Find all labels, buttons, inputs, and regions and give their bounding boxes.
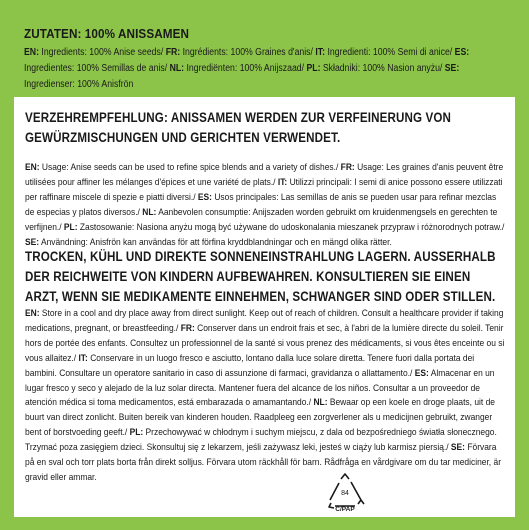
lang-code-it: IT: xyxy=(277,175,288,187)
usage-translations xyxy=(25,160,507,249)
lang-code-fr: FR: xyxy=(165,47,181,58)
lang-code-nl: NL: xyxy=(142,205,157,217)
lang-code-fr: FR: xyxy=(340,161,355,172)
usage-en: Usage: Anise seeds can be used to refine spice blends and a variety of dishes./ xyxy=(39,161,341,172)
lang-code-en: EN: xyxy=(24,47,39,58)
usage-se: Användning: Anisfrön kan användas för att förfina kryddblandningar och en mängd olika rätter. xyxy=(39,235,392,247)
ingredients-se: Ingredienser: 100% Anisfrön xyxy=(24,79,134,90)
lang-code-se: SE: xyxy=(444,63,460,74)
label-panel xyxy=(14,97,515,517)
lang-code-pl: PL: xyxy=(306,63,321,74)
ingredients-nl: Ingrediënten: 100% Anijszaad/ xyxy=(184,63,307,74)
storage-se: Förvara på en sval och torr plats borta från direkt solljus. Förvara utom räckhåll för barn. Rådfråga en vårdgivare om du tar mediciner, är gravid eller ammar. xyxy=(25,441,502,482)
storage-fr: Conserver dans un endroit frais et sec, à l'abri de la lumière directe du soleil. Tenir hors de portée des enfants. Consultez un professionnel de la santé si vous prenez des médicaments, si vous êtes enceinte ou si vous allaitez./ xyxy=(25,321,505,363)
lang-code-fr: FR: xyxy=(180,321,195,333)
storage-es: Almacenar en un lugar fresco y seco y alejado de la luz solar directa. Mantener fuera del alcance de los niños. Consultar a un proveedor de atención médica si toma medicamentos, está embarazada o amamantando./ xyxy=(25,366,495,408)
lang-code-nl: NL: xyxy=(313,396,328,408)
ingredients-header xyxy=(0,0,529,97)
ingredients-translations xyxy=(24,45,511,93)
storage-nl: Bewaar op een koele en droge plaats, uit de buurt van direct zonlicht. Buiten bereik van kinderen houden. Raadpleeg een zorgverlener als u medicijnen gebruikt, zwanger bent of borstvoeding geeft./ xyxy=(25,396,495,438)
storage-en: Store in a cool and dry place away from direct sunlight. Keep out of reach of children. Consult a healthcare provider if taking medications, pregnant, or breastfeeding./ xyxy=(25,307,504,333)
lang-code-pl: PL: xyxy=(63,220,78,232)
lang-code-es: ES: xyxy=(454,47,470,58)
lang-code-nl: NL: xyxy=(169,63,185,74)
ingredients-es: Ingredientes: 100% Semillas de anis/ xyxy=(24,63,170,74)
lang-code-es: ES: xyxy=(197,190,212,202)
usage-heading: VERZEHREMPFEHLUNG: ANISSAMEN WERDEN ZUR VERFEINERUNG VON GEWÜRZMISCHUNGEN UND GERICHTEN VERWENDET. xyxy=(25,110,452,145)
lang-code-es: ES: xyxy=(414,366,429,378)
lang-code-en: EN: xyxy=(25,161,40,172)
storage-pl: Przechowywać w chłodnym i suchym miejscu, z dala od bezpośredniego światła słonecznego. Trzymać poza zasięgiem dzieci. Skonsultuj się z lekarzem, jeśli zażywasz leki, jesteś w ciąży lub karmisz piersią./ xyxy=(25,426,497,453)
lang-code-en: EN: xyxy=(25,307,40,318)
storage-heading: TROCKEN, KÜHL UND DIREKTE SONNENEINSTRAHLUNG LAGERN. AUSSERHALB DER REICHWEITE VON KINDERN AUFBEWAHREN. KONSULTIEREN SIE EINEN ARZT, WENN SIE MEDIKAMENTE EINNEHMEN, SCHWANGER SIND ODER STILLEN. xyxy=(25,249,496,304)
storage-it: Conservare in un luogo fresco e asciutto, lontano dalla luce solare diretta. Tenere fuori dalla portata dei bambini. Consultare un operatore sanitario in caso di assunzione di farmaci, gravidanza o allattamento./ xyxy=(25,351,475,378)
ingredients-fr: Ingrédients: 100% Graines d'anis/ xyxy=(180,47,316,58)
ingredients-pl: Składniki: 100% Nasion anyżu/ xyxy=(320,63,445,74)
recycle-code xyxy=(324,475,366,515)
usage-fr: Usage: Les graines d'anis peuvent être utilisées pour affiner les mélanges d'épices et une variété de plats./ xyxy=(25,161,504,187)
usage-es: Usos principales: Las semillas de anis se pueden usar para refinar mezclas de especias y platos diversos./ xyxy=(25,190,497,217)
storage-translations xyxy=(25,306,507,485)
ingredients-title: ZUTATEN: 100% ANISSAMEN xyxy=(24,26,190,41)
lang-code-se: SE: xyxy=(450,441,466,453)
usage-it: Utilizzi principali: I semi di anice possono essere utilizzati per raffinare miscele di spezie e piatti diversi./ xyxy=(25,175,503,202)
usage-pl: Zastosowanie: Nasiona anyżu mogą być używane do udoskonalania mieszanek przypraw i różnorodnych potraw./ xyxy=(77,220,505,232)
recycle-material-label: C/PAP xyxy=(335,506,355,513)
ingredients-it: Ingredienti: 100% Semi di anice/ xyxy=(325,47,455,58)
lang-code-it: IT: xyxy=(78,351,88,363)
lang-code-it: IT: xyxy=(315,47,326,58)
usage-nl: Aanbevolen consumptie: Anijszaden worden gebruikt om kruidenmengsels en gerechten te verfijnen./ xyxy=(25,205,498,232)
ingredients-en: Ingredients: 100% Anise seeds/ xyxy=(38,47,166,58)
recycle-number: 84 xyxy=(341,490,349,497)
lang-code-se: SE: xyxy=(25,235,40,247)
lang-code-pl: PL: xyxy=(129,426,144,438)
